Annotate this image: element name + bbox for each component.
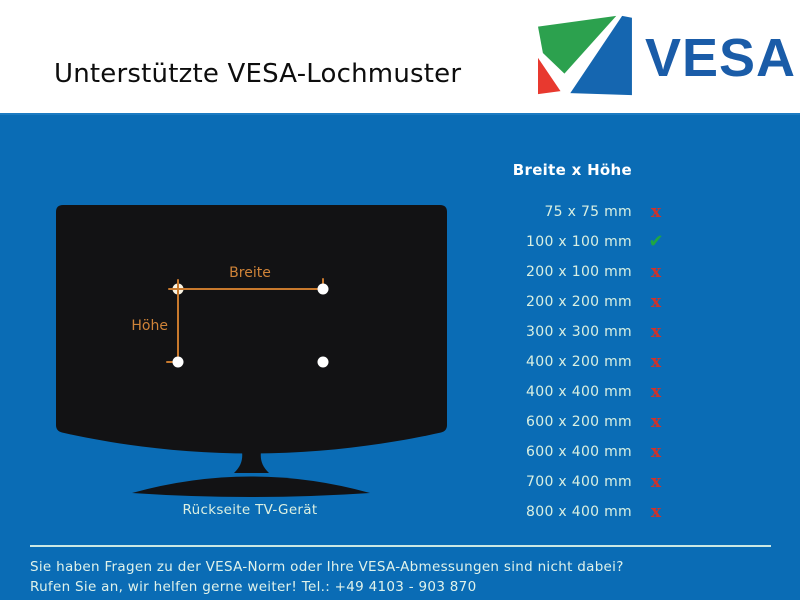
main [0,113,800,600]
header [0,0,800,113]
width-dimension-label: Breite [229,265,271,281]
size-list-row [505,317,680,347]
x-icon: x [650,501,662,522]
size-label: 200 x 100 mm [526,264,632,280]
size-list-row [505,407,680,437]
size-label: 600 x 200 mm [526,414,632,430]
footer-question-line: Sie haben Fragen zu der VESA-Norm oder Ihre VESA-Abmessungen sind nicht dabei? [30,559,624,575]
size-label: 800 x 400 mm [526,504,632,520]
tv-diagram [36,197,476,507]
check-icon: ✔ [648,231,664,252]
vesa-logo-text: VESA [645,28,797,88]
size-list-row [505,287,680,317]
x-icon: x [650,471,662,492]
footer-divider [30,545,771,547]
size-list-row [505,437,680,467]
vesa-hole-top-right [318,284,329,295]
x-icon: x [650,441,662,462]
tv-stand-neck [234,451,269,473]
size-label: 700 x 400 mm [526,474,632,490]
size-label: 600 x 400 mm [526,444,632,460]
x-icon: x [650,351,662,372]
height-dimension-label: Höhe [131,318,168,334]
tv-caption: Rückseite TV-Gerät [182,502,318,518]
size-list-row [505,257,680,287]
page-title: Unterstützte VESA-Lochmuster [54,59,462,89]
x-icon: x [650,411,662,432]
size-label: 100 x 100 mm [526,234,632,250]
x-icon: x [650,381,662,402]
size-list-row [505,227,680,257]
vesa-logo-mark-icon [533,9,634,99]
vesa-hole-bottom-left [173,357,184,368]
size-label: 75 x 75 mm [544,204,632,220]
footer-phone-line: Rufen Sie an, wir helfen gerne weiter! Tel.: +49 4103 - 903 870 [30,579,477,595]
size-label: 300 x 300 mm [526,324,632,340]
tv-stand-base [132,477,370,498]
x-icon: x [650,321,662,342]
size-label: 400 x 200 mm [526,354,632,370]
size-list-row [505,197,680,227]
size-list-row [505,467,680,497]
footer [30,557,780,597]
x-icon: x [650,201,662,222]
size-list-row [505,377,680,407]
x-icon: x [650,291,662,312]
size-label: 200 x 200 mm [526,294,632,310]
size-list-row [505,347,680,377]
vesa-hole-bottom-right [318,357,329,368]
x-icon: x [650,261,662,282]
size-list-row [505,497,680,527]
size-list-header: Breite x Höhe [512,161,632,179]
vesa-size-list [505,197,680,527]
size-label: 400 x 400 mm [526,384,632,400]
